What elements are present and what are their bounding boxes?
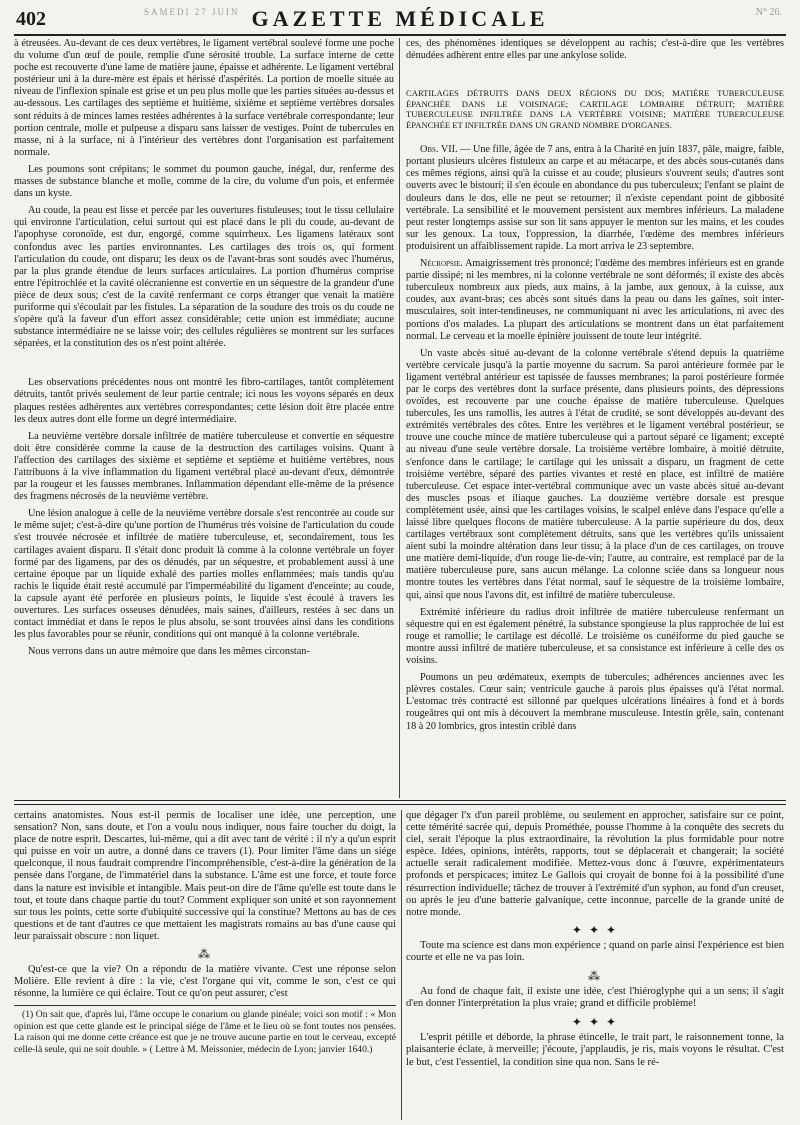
masthead-title: GAZETTE MÉDICALE — [251, 6, 549, 31]
ornament-icon: ✦ ✦ ✦ — [571, 1014, 619, 1029]
observation-paragraph — [406, 144, 784, 253]
necropsy-text: Amaigrissement très prononcé; l'œdème des membres inférieurs est en grande partie dissipé; ni les membres, ni la colonne vertébrale ne sont déformés; il existe des abcès tuberculeux nombreux aux pieds, aux mains, à la jambe, aux genoux, à la cuisse, aux coudes, aux avant-bras; ces abcès sont situés dans la peau ou dans les gaînes, soit inter-musculaires, soit inter-tendineuses, ne communiquant ni avec les articulations, ni avec des portions d'os malades. La plupart des articulations se montrent dans un état parfaitement normal. Le cerveau et la moelle épinière jouissent de toute leur intégrité. — [406, 258, 784, 342]
paragraph: que dégager l'x d'un pareil problème, ou seulement en approcher, satisfaire sur ce point, cette témérité sacrée qui, depuis Prométhée, pousse l'homme à la conquête des secrets du ciel, serait l'époque la plus extraordinaire, la révolution la plus formidable pour notre espèce. Idées, opinions, intérêts, rapports, tout se déplacerait et changerait; la société actuelle serait radicalement modifiée. Mettez-vous donc à l'œuvre, expérimentateurs profonds et perspicaces; imitez Le Gallois qui croyait de bonne foi à la possibilité d'une résurrection individuelle; tâchez de trouver à l'extrémité d'un syphon, au fond d'un creuset, ou après le jeu d'une batterie galvanique, cette inconnue, parcelle de la grande unité de notre monde. — [406, 810, 784, 918]
page-header — [14, 6, 786, 36]
paragraph: Au coude, la peau est lisse et percée par les ouvertures fistuleuses; tout le tissu cellulaire qui environne l'articulation, celui surtout qui est placé dans le pli du coude, au-devant de l'apophyse coronoïde, est dur, engorgé, comme squirrheux. Les ligamens latéraux sont confondus avec les parties environnantes. Les cartilages des trois os, qui forment l'articulation du coude, ont disparu; les deux os de l'avant-bras sont soudés avec l'humérus, par la plus grande étendue de leurs surfaces articulaires. La portion d'humérus comprise entre l'épitrochlée et la cavité olécranienne est convertie en un séquestre de la grandeur d'une pièce de deux sous; c'est de la cavité renfermant ce corps étranger que venait la matière puriforme qui s'écoulait par les fistules. La séparation de la soudure des trois os du coude ne s'opère qu'à la faveur d'un effort assez considérable; cette union est immédiate; aucune substance intermédiaire ne se laisse voir; des cellules régulières se montrent sur les surfaces séparées, et la constitution des os n'est point altérée. — [14, 205, 394, 350]
paragraph: L'esprit pétille et déborde, la phrase étincelle, le trait part, le raisonnement tonne, la plaisanterie éclate, à merveille; j'écoute, j'applaudis, je ris, mais voyons le résultat. C'est le but, c'est l'essentiel, la condition sine qua non. Sans le ré- — [406, 1031, 784, 1068]
paragraph: Les poumons sont crépitans; le sommet du poumon gauche, inégal, dur, renferme des masses de substance blanche et molle, comme de la cire, du volume d'un pois, et enfermée dans un kyste. — [14, 163, 394, 200]
ornament-icon: ⁂ — [588, 968, 602, 983]
feuilleton-left-column — [14, 810, 396, 1120]
column-rule — [401, 810, 402, 1120]
footnote-rule — [14, 1005, 396, 1006]
bleed-through-number: N° 26. — [755, 7, 782, 18]
feuilleton-divider — [14, 800, 786, 805]
column-rule — [399, 38, 400, 798]
bleed-through-text: SAMEDI 27 JUIN — [144, 7, 240, 17]
spacer — [14, 355, 394, 377]
paragraph: Une lésion analogue à celle de la neuvième vertèbre dorsale s'est rencontrée au coude sur le même sujet; c'est-à-dire qu'une portion de l'humérus très voisine de l'articulation du coude s'est trouvée nécrosée et infiltrée de matière tuberculeuse, et, secondairement, tous les cartilages avaient disparu. Il s'était donc produit là comme à la colonne vertébrale un foyer formé par des ligamens, par des os dénudés, par un séquestre, et probablement aussi à une certaine époque par un liquide exhalé des parties molles enflammées; mais tandis qu'au rachis le liquide était resté accumulé par l'imperméabilité du ligament d'enceinte; au coude, la capsule ayant été perforée en plusieurs points, le liquide s'est écoulé à travers les ouvertures. Les surfaces osseuses dénudées, mais saines, d'ailleurs, restées à sec dans un contact immédiat et dans le repos le plus absolu, se sont trouvées ainsi dans les conditions les plus favorables pour se réunir, conditions qui ont manqué à la colonne vertébrale. — [14, 508, 394, 641]
paragraph: Les observations précédentes nous ont montré les fibro-cartilages, tantôt complètement détruits, tantôt privés seulement de leur partie centrale; ici nous les voyons séparés en deux plaques restées adhérentes aux vertèbres correspondantes; cette lésion doit être placée entre les deux autres dont elle forme un degré intermédiaire. — [14, 377, 394, 425]
paragraph: à étreusées. Au-devant de ces deux vertèbres, le ligament vertébral soulevé forme une poche du volume d'un œuf de poule, remplie d'une sérosité trouble. La surface interne de cette poche est recouverte d'une lame de matière jaune, épaisse et adhérente. Le ligament vertébral postérieur uni à la dure-mère est épais et hérissé d'aspérités. La portion de moelle située au niveau de l'inflexion spinale est grise et un peu plus molle que les parties situées au-dessus et au-dessous. Les cartilages des septième et huitième, sixième et septième vertèbres dorsales sont réduits à de minces lames restées adhérentes à la surface vertébrale correspondante; leur portion centrale, molle et pulpeuse a disparu sans laisser de vestiges. Point de tubercules en masse, ni à la surface, ni à l'intérieur des vertèbres dont l'organisation est parfaitement normale. — [14, 38, 394, 158]
main-article — [14, 38, 786, 798]
paragraph: ces, des phénomènes identiques se développent au rachis; c'est-à-dire que les vertèbres dénudées adhèrent entre elles par une ankylose solide. — [406, 38, 784, 62]
feuilleton — [14, 810, 786, 1120]
page-number: 402 — [16, 8, 46, 30]
footnote: (1) On sait que, d'après lui, l'âme occupe le conarium ou glande pinéale; voici son motif : « Mon opinion est que cette glande est le principal siége de l'âme et le lieu où se font toutes nos pensées. La raison qui me donne cette créance est que je ne trouve aucune partie en tout le cerveau, excepté celle-là seule, qui ne soit double. » ( Lettre à M. Meissonier, médecin de Lyon; janvier 1640.) — [14, 1009, 396, 1055]
ornament-icon: ⁂ — [198, 947, 212, 962]
necropsy-paragraph — [406, 258, 784, 343]
observation-label: Obs. VII. — [420, 144, 458, 156]
quote: Toute ma science est dans mon expérience ; quand on parle ainsi l'expérience est bien courte et elle ne va pas loin. — [406, 939, 784, 964]
section-heading: CARTILAGES DÉTRUITS DANS DEUX RÉGIONS DU DOS; MATIÈRE TUBERCULEUSE ÉPANCHÉE DANS LE VOISINAGE; CARTILAGE LOMBAIRE DÉTRUIT; MATIÈRE TUBERCULEUSE INFILTRÉE DANS LA VERTÈBRE VOISINE; MATIÈRE TUBERCULEUSE ÉPANCHÉE ET INFILTRÉE DANS UN GRAND NOMBRE D'ORGANES. — [406, 88, 784, 130]
paragraph: Nous verrons dans un autre mémoire que dans les mêmes circonstan- — [28, 646, 310, 658]
ornament-icon: ✦ ✦ ✦ — [571, 922, 619, 937]
paragraph: Poumons un peu œdémateux, exempts de tubercules; adhérences anciennes avec les plèvres costales. Cœur sain; ventricule gauche à parois plus épaisses qu'à l'état normal. L'estomac très contracté est sillonné par quelques ulcérations linéaires à fond et à bords rougeâtres qui ont mis à découvert la membrane musculeuse. Intestin grêle, sain, contenant 18 à 20 lombrics, gros intestin criblé dans — [406, 672, 784, 732]
paragraph: La neuvième vertèbre dorsale infiltrée de matière tuberculeuse et convertie en séquestre doit être considérée comme la cause de la destruction des cartilages voisins. Quant à l'affection des cartilages des sixième et septième et septième et huitième vertèbres, nous l'attribuons à la vive inflammation du ligament vertébral placé au-devant d'eux, démontrée par la rougeur et les fausses membranes. Inflammation dépendant elle-même de la présence des fragmens nécrosés de la neuvième vertèbre. — [14, 430, 394, 503]
paragraph: Extrémité inférieure du radius droit infiltrée de matière tuberculeuse renfermant un séquestre qui en est également pénétré, la substance spongieuse la plus rapprochée de lui est rouge et ramollie; le cartilage est décollé. Le troisième os cunéiforme du pied gauche se montre aussi infiltré de matière tuberculeuse, et sa consistance est inférieure à celle des os voisins. — [406, 606, 784, 667]
observation-text: — Une fille, âgée de 7 ans, entra à la Charité en juin 1837, pâle, maigre, faible, portant plusieurs ulcères fistuleux au carpe et au métacarpe, et des abcès sous-cutanés dans ces mêmes régions, ainsi qu'à la cuisse et au coude; plusieurs s'ouvrent seuls; d'autres sont ouverts avec le bistouri; il s'en écoule en abondance du pus tuberculeux; l'enfant se plaint de douleurs dans le dos, elle ne peut se retourner; il n'existe cependant point de gibbosité vertébrale. La sensibilité et le mouvement persistent aux membres inférieurs. La maladene peut rester longtemps assise sur son lit sans appuyer le menton sur les mains, et les coudes sur les genoux. La toux, l'oppression, la diarrhée, l'œdème des membres inférieurs produisirent un affaiblissement rapide. La mort arriva le 23 septembre. — [406, 144, 784, 252]
paragraph: Un vaste abcès situé au-devant de la colonne vertébrale s'étend depuis la quatrième vertèbre cervicale jusqu'à la partie moyenne du sacrum. Sa paroi antérieure formée par le ligament vertébral antérieur est tapissée de fausses membranes; la paroi postérieure formée par le corps des vertèbres dont la surface présente, dans plusieurs points, des dépressions ovoïdes, est recouverte par une couche épaisse de matière tuberculeuse. Quelques tubercules, les uns ramollis, les autres à l'état de crudité, se sont développés au-devant des extrémités vertébrales des côtes. Entre les vertèbres et le ligament vertébral postérieur, se trouve une couche mince de matière tuberculeuse qui a partout séparé ce ligament; excepté au niveau d'une seule vertèbre dorsale. La troisième vertèbre lombaire, à moitié détruite, s'enfonce dans le cartilage; le cartilage qui les unissait a disparu, un fragment de cette troisième vertèbre, séparé des parties vivantes et resté en place, est infiltré de matière tuberculeuse. Cet espace inter-vertébral communique avec un vaste abcès situé au-devant des muscles psoas et iliaque gauches. La douzième vertèbre dorsale est presque complètement usée, ainsi que les cartilages voisins, le scalpel enlève dans l'espace qu'elle a laissé libre quelques flocons de matière tuberculeuse. A la partie supérieure du dos, deux cartilages vertébraux sont complètement détruits, sans que les vertèbres qu'ils unissaient aient subi la moindre altération dans leur tissu; à la place d'un de ces cartilages, on trouve une matière demi-liquide, d'un rouge lie-de-vin; l'autre, au contraire, est remplacé par de la matière tuberculeuse pure, sans aucun mélange. La colonne sciée dans sa longueur nous montre toutes les vertèbres dans l'état normal, sauf le séquestre de la troisième lombaire, qui, ainsi que nous l'avons dit, est infiltré de matière tuberculeuse. — [406, 347, 784, 601]
feuilleton-right-column — [406, 810, 784, 1120]
paragraph: Qu'est-ce que la vie? On a répondu de la matière vivante. C'est une réponse selon Molière. Elle revient à dire : la vie, c'est l'organe qui vit, comme le son, c'est ce qui résonne, la lumière ce qui éclaire. Tout ce qu'on peut assurer, c'est — [14, 964, 396, 1000]
right-column — [406, 38, 784, 798]
paragraph: certains anatomistes. Nous est-il permis de localiser une idée, une perception, une sensation? Non, sans doute, et l'on a voulu nous indiquer, nous faire toucher du doigt, la place de notre esprit. Descartes, lui-même, qui a dit avec tant de vérité : il n'y a qu'un esprit qui puisse en voir un autre, a donné dans ce travers (1). Pour limiter l'âme dans un siége quelconque, il nous faudrait comprendre l'incompréhensible, c'est-à-dire la génération de la pensée dans l'organe, de l'immatériel dans la substance. L'âme est une force, et toute force dans la nature est invisible et intangible. Mais peut-on dire de l'âme qu'elle est toute dans le tout, et toute dans chaque partie du tout? Comment expliquer son unité et son rayonnement sur tous les points, cette sorte d'ubiquité successive qui la constitue? Mettons au bas de ces questions et de tant d'autres ce que mettaient les magistrats romains au bas d'une cause qui leur paraissait obscure : non liquet. — [14, 810, 396, 942]
quote: Au fond de chaque fait, il existe une idée, c'est l'hiéroglyphe qui a un sens; il s'agit d'en donner l'interprétation la plus vraie; grand et difficile problème! — [406, 985, 784, 1010]
necropsy-label: Nécropsie. — [420, 258, 463, 270]
left-column — [14, 38, 394, 798]
